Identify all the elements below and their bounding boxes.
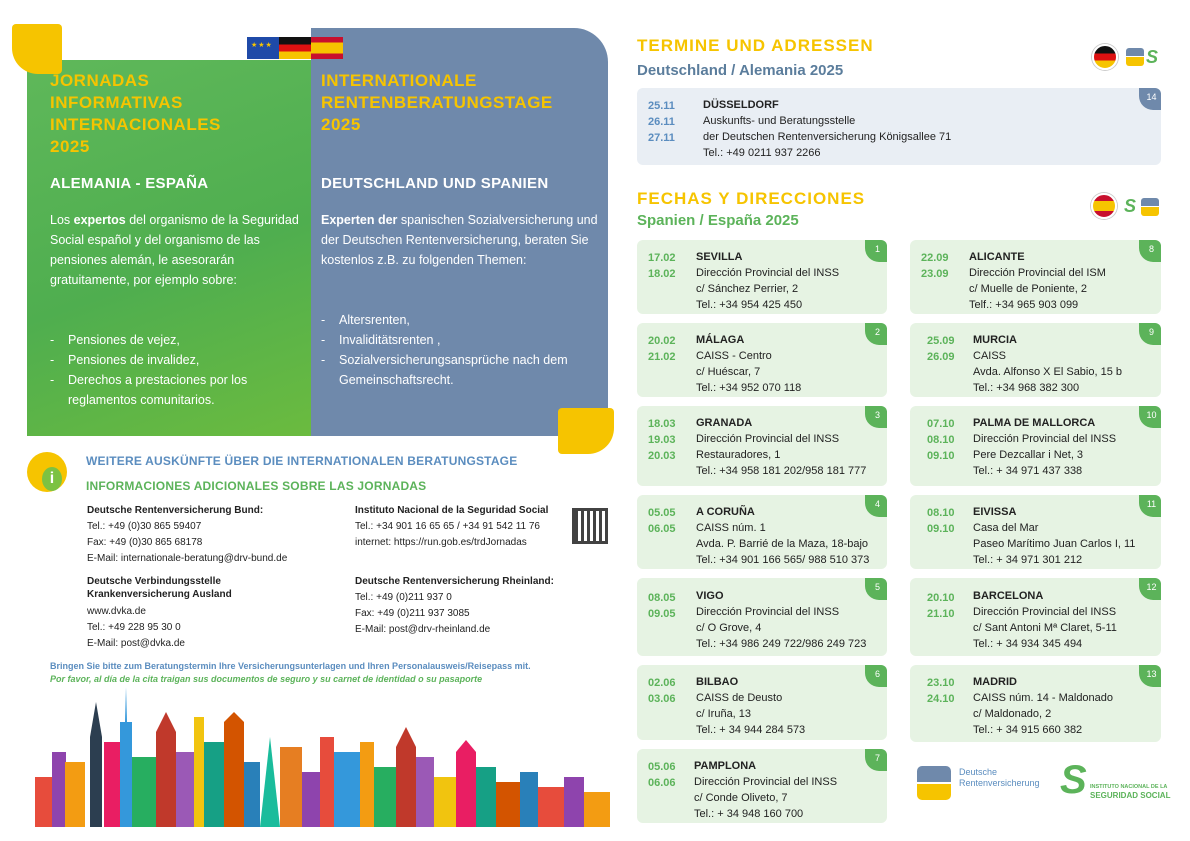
appointment-card-vigo: 5 08.05 09.05 VIGO Dirección Provincial del INSS c/ O Grove, 4 Tel.: +34 986 249 722/986 249 723	[637, 578, 887, 656]
card-address: DÜSSELDORF Auskunfts- und Beratungsstelle der Deutschen Rentenversicherung Königsallee 71 Tel.: +49 0211 937 2266	[703, 99, 952, 159]
appointment-card-a-coruna: 4 05.05 06.05 A CORUÑA CAISS núm. 1 Avda. P. Barrié de la Maza, 18-bajo Tel.: +34 901 166 565/ 988 510 373	[637, 495, 887, 569]
drv-bottom-logo-text: Deutsche Rentenversicherung	[959, 767, 1040, 788]
germany-flag-icon	[279, 37, 311, 59]
city-skyline-illustration	[30, 682, 615, 827]
appointment-card-alicante: 8 22.09 23.09 ALICANTE Dirección Provincial del ISM c/ Muelle de Poniente, 2 Telf.: +34 965 903 099	[910, 240, 1161, 314]
flags-row	[247, 37, 343, 59]
qr-code[interactable]	[572, 508, 608, 544]
yellow-corner-decoration	[12, 24, 62, 74]
germany-round-flag-icon	[1092, 44, 1118, 70]
drv-bottom-logo-icon	[917, 766, 951, 800]
seguridad-social-logo-icon: S	[1145, 47, 1158, 67]
appointment-card-palma-de-mallorca: 10 07.10 08.10 09.10 PALMA DE MALLORCA Dirección Provincial del INSS Pere Dezcallar i Net, 3 Tel.: + 34 971 437 338	[910, 406, 1161, 486]
german-country-heading: DEUTSCHLAND UND SPANIEN	[321, 175, 549, 192]
contact-dvka: Deutsche Verbindungsstelle Krankenversicherung Ausland www.dvka.de Tel.: +49 228 95 30 0 E-Mail: post@dvka.de	[87, 575, 347, 652]
spanish-topics-list	[50, 330, 300, 410]
spanish-country-heading: ALEMANIA - ESPAÑA	[50, 175, 209, 192]
list-item: - Sozialversicherungsansprüche nach dem Gemeinschaftsrecht.	[321, 350, 599, 390]
section-title-spain: FECHAS Y DIRECCIONES	[637, 189, 866, 208]
email-link[interactable]: E-Mail: post@dvka.de	[87, 638, 185, 649]
info-heading-es: INFORMACIONES ADICIONALES SOBRE LAS JORNADAS	[86, 479, 427, 493]
appointment-card-madrid: 13 23.10 24.10 MADRID CAISS núm. 14 - Maldonado c/ Maldonado, 2 Tel.: + 34 915 660 382	[910, 665, 1161, 742]
website-link[interactable]: internet: https://run.gob.es/trdJornadas	[355, 537, 527, 548]
notice-german: Bringen Sie bitte zum Beratungstermin Ihre Versicherungsunterlagen und Ihren Personalausweis/Reisepass mit.	[50, 661, 531, 671]
skyline-buildings	[35, 687, 610, 827]
section-title-germany: TERMINE UND ADRESSEN	[637, 36, 874, 55]
german-intro: Experten der spanischen Sozialversicherung und der Deutschen Rentenversicherung, beraten Sie kostenlos z.B. zu folgenden Themen:	[321, 213, 598, 267]
eu-flag-icon	[247, 37, 279, 59]
spain-flag-icon	[311, 37, 343, 59]
spanish-title: JORNADAS INFORMATIVAS INTERNACIONALES 2025	[50, 71, 221, 156]
appointment-card-barcelona: 12 20.10 21.10 BARCELONA Dirección Provincial del INSS c/ Sant Antoni Mª Claret, 5-11 Tel.: + 34 934 345 494	[910, 578, 1161, 656]
seguridad-social-bottom-logo-icon: S	[1060, 758, 1087, 802]
list-item: - Pensiones de vejez,	[50, 330, 300, 350]
yellow-corner-decoration-right	[558, 408, 614, 454]
email-link[interactable]: E-Mail: internationale-beratung@drv-bund.de	[87, 553, 288, 564]
seguridad-social-bottom-text: INSTITUTO NACIONAL DE LA SEGURIDAD SOCIAL	[1090, 784, 1171, 800]
appointment-card-dusseldorf: 14 25.11 26.11 27.11 DÜSSELDORF Auskunfts- und Beratungsstelle der Deutschen Rentenversicherung Königsallee 71 Tel.: +49 0211 937 2266	[637, 88, 1161, 165]
section-subtitle-germany: Deutschland / Alemania 2025	[637, 62, 844, 79]
email-link[interactable]: E-Mail: post@drv-rheinland.de	[355, 624, 491, 635]
drv-logo-icon	[1141, 198, 1159, 216]
list-item: - Altersrenten,	[321, 310, 599, 330]
notice-spanish: Por favor, al día de la cita traigan sus documentos de seguro y su carnet de identidad o su pasaporte	[50, 674, 483, 684]
contact-drv-rheinland: Deutsche Rentenversicherung Rheinland: Tel.: +49 (0)211 937 0 Fax: +49 (0)211 937 3085 E-Mail: post@drv-rheinland.de	[355, 574, 605, 638]
list-item: - Invaliditätsrenten ,	[321, 330, 599, 350]
website-link[interactable]: www.dvka.de	[87, 606, 146, 617]
seguridad-social-logo-icon: S	[1123, 196, 1136, 216]
appointment-card-eivissa: 11 08.10 09.10 EIVISSA Casa del Mar Paseo Marítimo Juan Carlos I, 11 Tel.: + 34 971 301 212	[910, 495, 1161, 569]
section-subtitle-spain: Spanien / España 2025	[637, 212, 799, 229]
list-item: - Derechos a prestaciones por los reglamentos comunitarios.	[50, 370, 300, 410]
contact-drv-bund: Deutsche Rentenversicherung Bund: Tel.: +49 (0)30 865 59407 Fax: +49 (0)30 865 68178 E-Mail: internationale-beratung@drv-bund.de	[87, 503, 347, 567]
german-title: INTERNATIONALE RENTENBERATUNGSTAGE 2025	[321, 71, 553, 134]
spain-round-flag-icon	[1091, 193, 1117, 219]
appointment-card-murcia: 9 25.09 26.09 MURCIA CAISS Avda. Alfonso X El Sabio, 15 b Tel.: +34 968 382 300	[910, 323, 1161, 397]
german-topics-list	[321, 310, 599, 390]
appointment-card-bilbao: 6 02.06 03.06 BILBAO CAISS de Deusto c/ Iruña, 13 Tel.: + 34 944 284 573	[637, 665, 887, 740]
spanish-intro: Los expertos del organismo de la Seguridad Social español y del organismo de las pensiones alemán, le asesorarán gratuitamente, por ejemplo sobre:	[50, 213, 299, 287]
appointment-card-pamplona: 7 05.06 06.06 PAMPLONA Dirección Provincial del INSS c/ Conde Oliveto, 7 Tel.: + 34 948 160 700	[637, 749, 887, 823]
info-heading-de: WEITERE AUSKÜNFTE ÜBER DIE INTERNATIONALEN BERATUNGSTAGE	[86, 454, 518, 468]
info-i-icon: i	[42, 467, 62, 491]
appointment-card-granada: 3 18.03 19.03 20.03 GRANADA Dirección Provincial del INSS Restauradores, 1 Tel.: +34 958 181 202/958 181 777	[637, 406, 887, 486]
card-dates: 25.11 26.11 27.11	[648, 100, 675, 144]
appointment-card-malaga: 2 20.02 21.02 MÁLAGA CAISS - Centro c/ Huéscar, 7 Tel.: +34 952 070 118	[637, 323, 887, 397]
contact-inss: Instituto Nacional de la Seguridad Social Tel.: +34 901 16 65 65 / +34 91 542 11 76 internet: https://run.gob.es/trdJornadas	[355, 503, 570, 551]
appointment-card-sevilla: 1 17.02 18.02 SEVILLA Dirección Provincial del INSS c/ Sánchez Perrier, 2 Tel.: +34 954 425 450	[637, 240, 887, 314]
drv-logo-icon	[1126, 48, 1144, 66]
list-item: - Pensiones de invalidez,	[50, 350, 300, 370]
